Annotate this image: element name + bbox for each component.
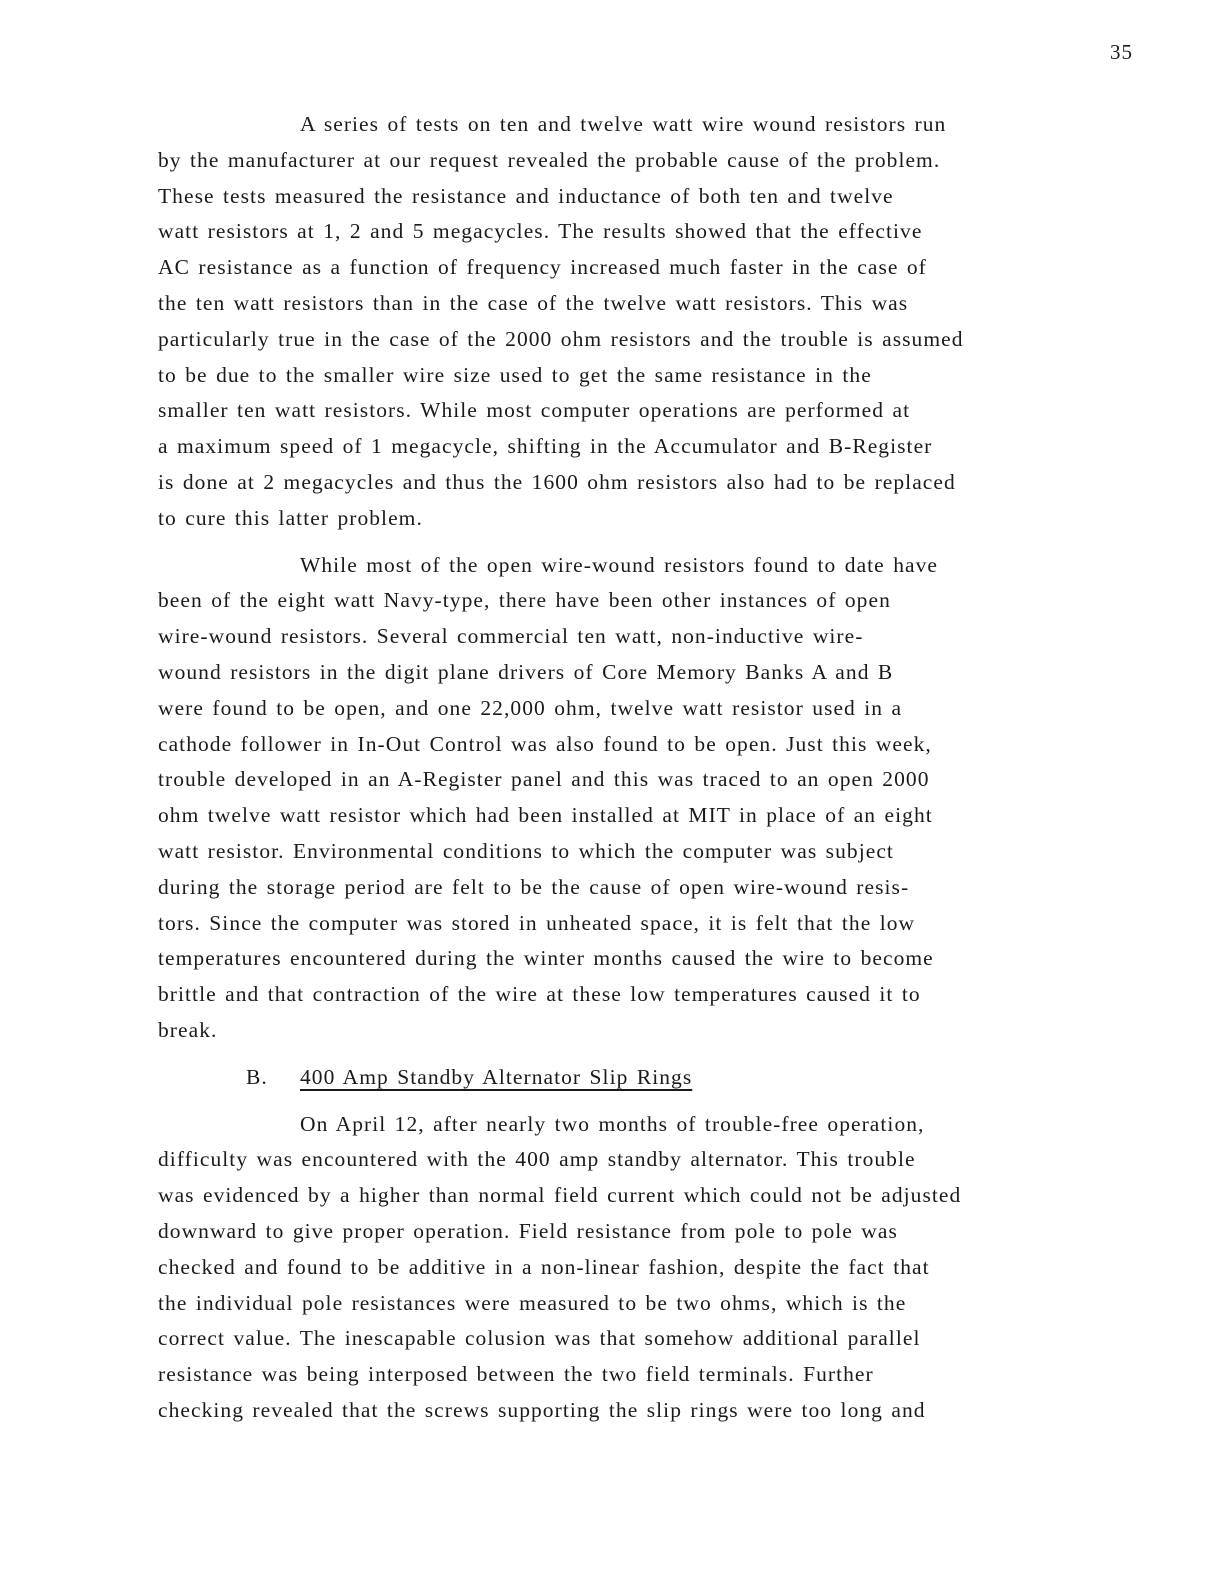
paragraph-line: by the manufacturer at our request revealed the probable cause of the problem. (158, 147, 941, 172)
paragraph-line: during the storage period are felt to be the cause of open wire-wound resis- (158, 874, 910, 899)
paragraph-line: is done at 2 megacycles and thus the 1600 ohm resistors also had to be replaced (158, 469, 956, 494)
document-body (158, 107, 1158, 1429)
paragraph-line: the individual pole resistances were measured to be two ohms, which is the (158, 1290, 907, 1315)
paragraph-spacer (158, 537, 1158, 548)
paragraph-line: While most of the open wire-wound resistors found to date have (300, 552, 938, 577)
paragraph-spacer (158, 1096, 1158, 1107)
paragraph-line: temperatures encountered during the winter months caused the wire to become (158, 946, 934, 971)
paragraph-line: wound resistors in the digit plane drivers of Core Memory Banks A and B (158, 659, 894, 684)
paragraph-line: watt resistors at 1, 2 and 5 megacycles. The results showed that the effective (158, 219, 923, 244)
paragraph-line: watt resistor. Environmental conditions to which the computer was subject (158, 838, 894, 863)
paragraph-line: difficulty was encountered with the 400 amp standby alternator. This trouble (158, 1147, 916, 1172)
paragraph-line: brittle and that contraction of the wire at these low temperatures caused it to (158, 982, 921, 1007)
page-number: 35 (1110, 40, 1133, 64)
paragraph-line: smaller ten watt resistors. While most computer operations are performed at (158, 398, 911, 423)
paragraph-line: resistance was being interposed between the two field terminals. Further (158, 1362, 874, 1387)
paragraph-line: checked and found to be additive in a non-linear fashion, despite the fact that (158, 1254, 930, 1279)
paragraph-line: to cure this latter problem. (158, 505, 423, 530)
paragraph-line: was evidenced by a higher than normal field current which could not be adjusted (158, 1183, 962, 1208)
paragraph-spacer (158, 1049, 1158, 1060)
paragraph-line: were found to be open, and one 22,000 ohm, twelve watt resistor used in a (158, 695, 903, 720)
paragraph-line: been of the eight watt Navy-type, there have been other instances of open (158, 588, 891, 613)
paragraph-open-resistors (158, 548, 1158, 1049)
paragraph-line: cathode follower in In-Out Control was also found to be open. Just this week, (158, 731, 932, 756)
paragraph-line: downward to give proper operation. Field resistance from pole to pole was (158, 1218, 898, 1243)
paragraph-line: particularly true in the case of the 2000 ohm resistors and the trouble is assumed (158, 326, 964, 351)
section-letter: B. (246, 1064, 268, 1089)
paragraph-line: These tests measured the resistance and inductance of both ten and twelve (158, 183, 894, 208)
paragraph-line: AC resistance as a function of frequency increased much faster in the case of (158, 255, 927, 280)
section-heading (158, 1060, 1158, 1096)
paragraph-line: On April 12, after nearly two months of trouble-free operation, (300, 1111, 925, 1136)
paragraph-line: ohm twelve watt resistor which had been installed at MIT in place of an eight (158, 803, 933, 828)
paragraph-line: break. (158, 1017, 218, 1042)
paragraph-resistor-tests (158, 107, 1158, 537)
paragraph-line: checking revealed that the screws supporting the slip rings were too long and (158, 1397, 926, 1422)
paragraph-line: A series of tests on ten and twelve watt wire wound resistors run (300, 112, 947, 136)
paragraph-line: a maximum speed of 1 megacycle, shifting in the Accumulator and B-Register (158, 434, 933, 459)
paragraph-line: the ten watt resistors than in the case of the twelve watt resistors. This was (158, 290, 909, 315)
paragraph-line: trouble developed in an A-Register panel and this was traced to an open 2000 (158, 767, 930, 792)
paragraph-alternator (158, 1107, 1158, 1429)
paragraph-line: to be due to the smaller wire size used to get the same resistance in the (158, 362, 872, 387)
paragraph-line: tors. Since the computer was stored in unheated space, it is felt that the low (158, 910, 916, 935)
section-title: 400 Amp Standby Alternator Slip Rings (300, 1064, 693, 1089)
paragraph-line: correct value. The inescapable colusion was that somehow additional parallel (158, 1326, 921, 1351)
paragraph-line: wire-wound resistors. Several commercial ten watt, non-inductive wire- (158, 624, 864, 649)
